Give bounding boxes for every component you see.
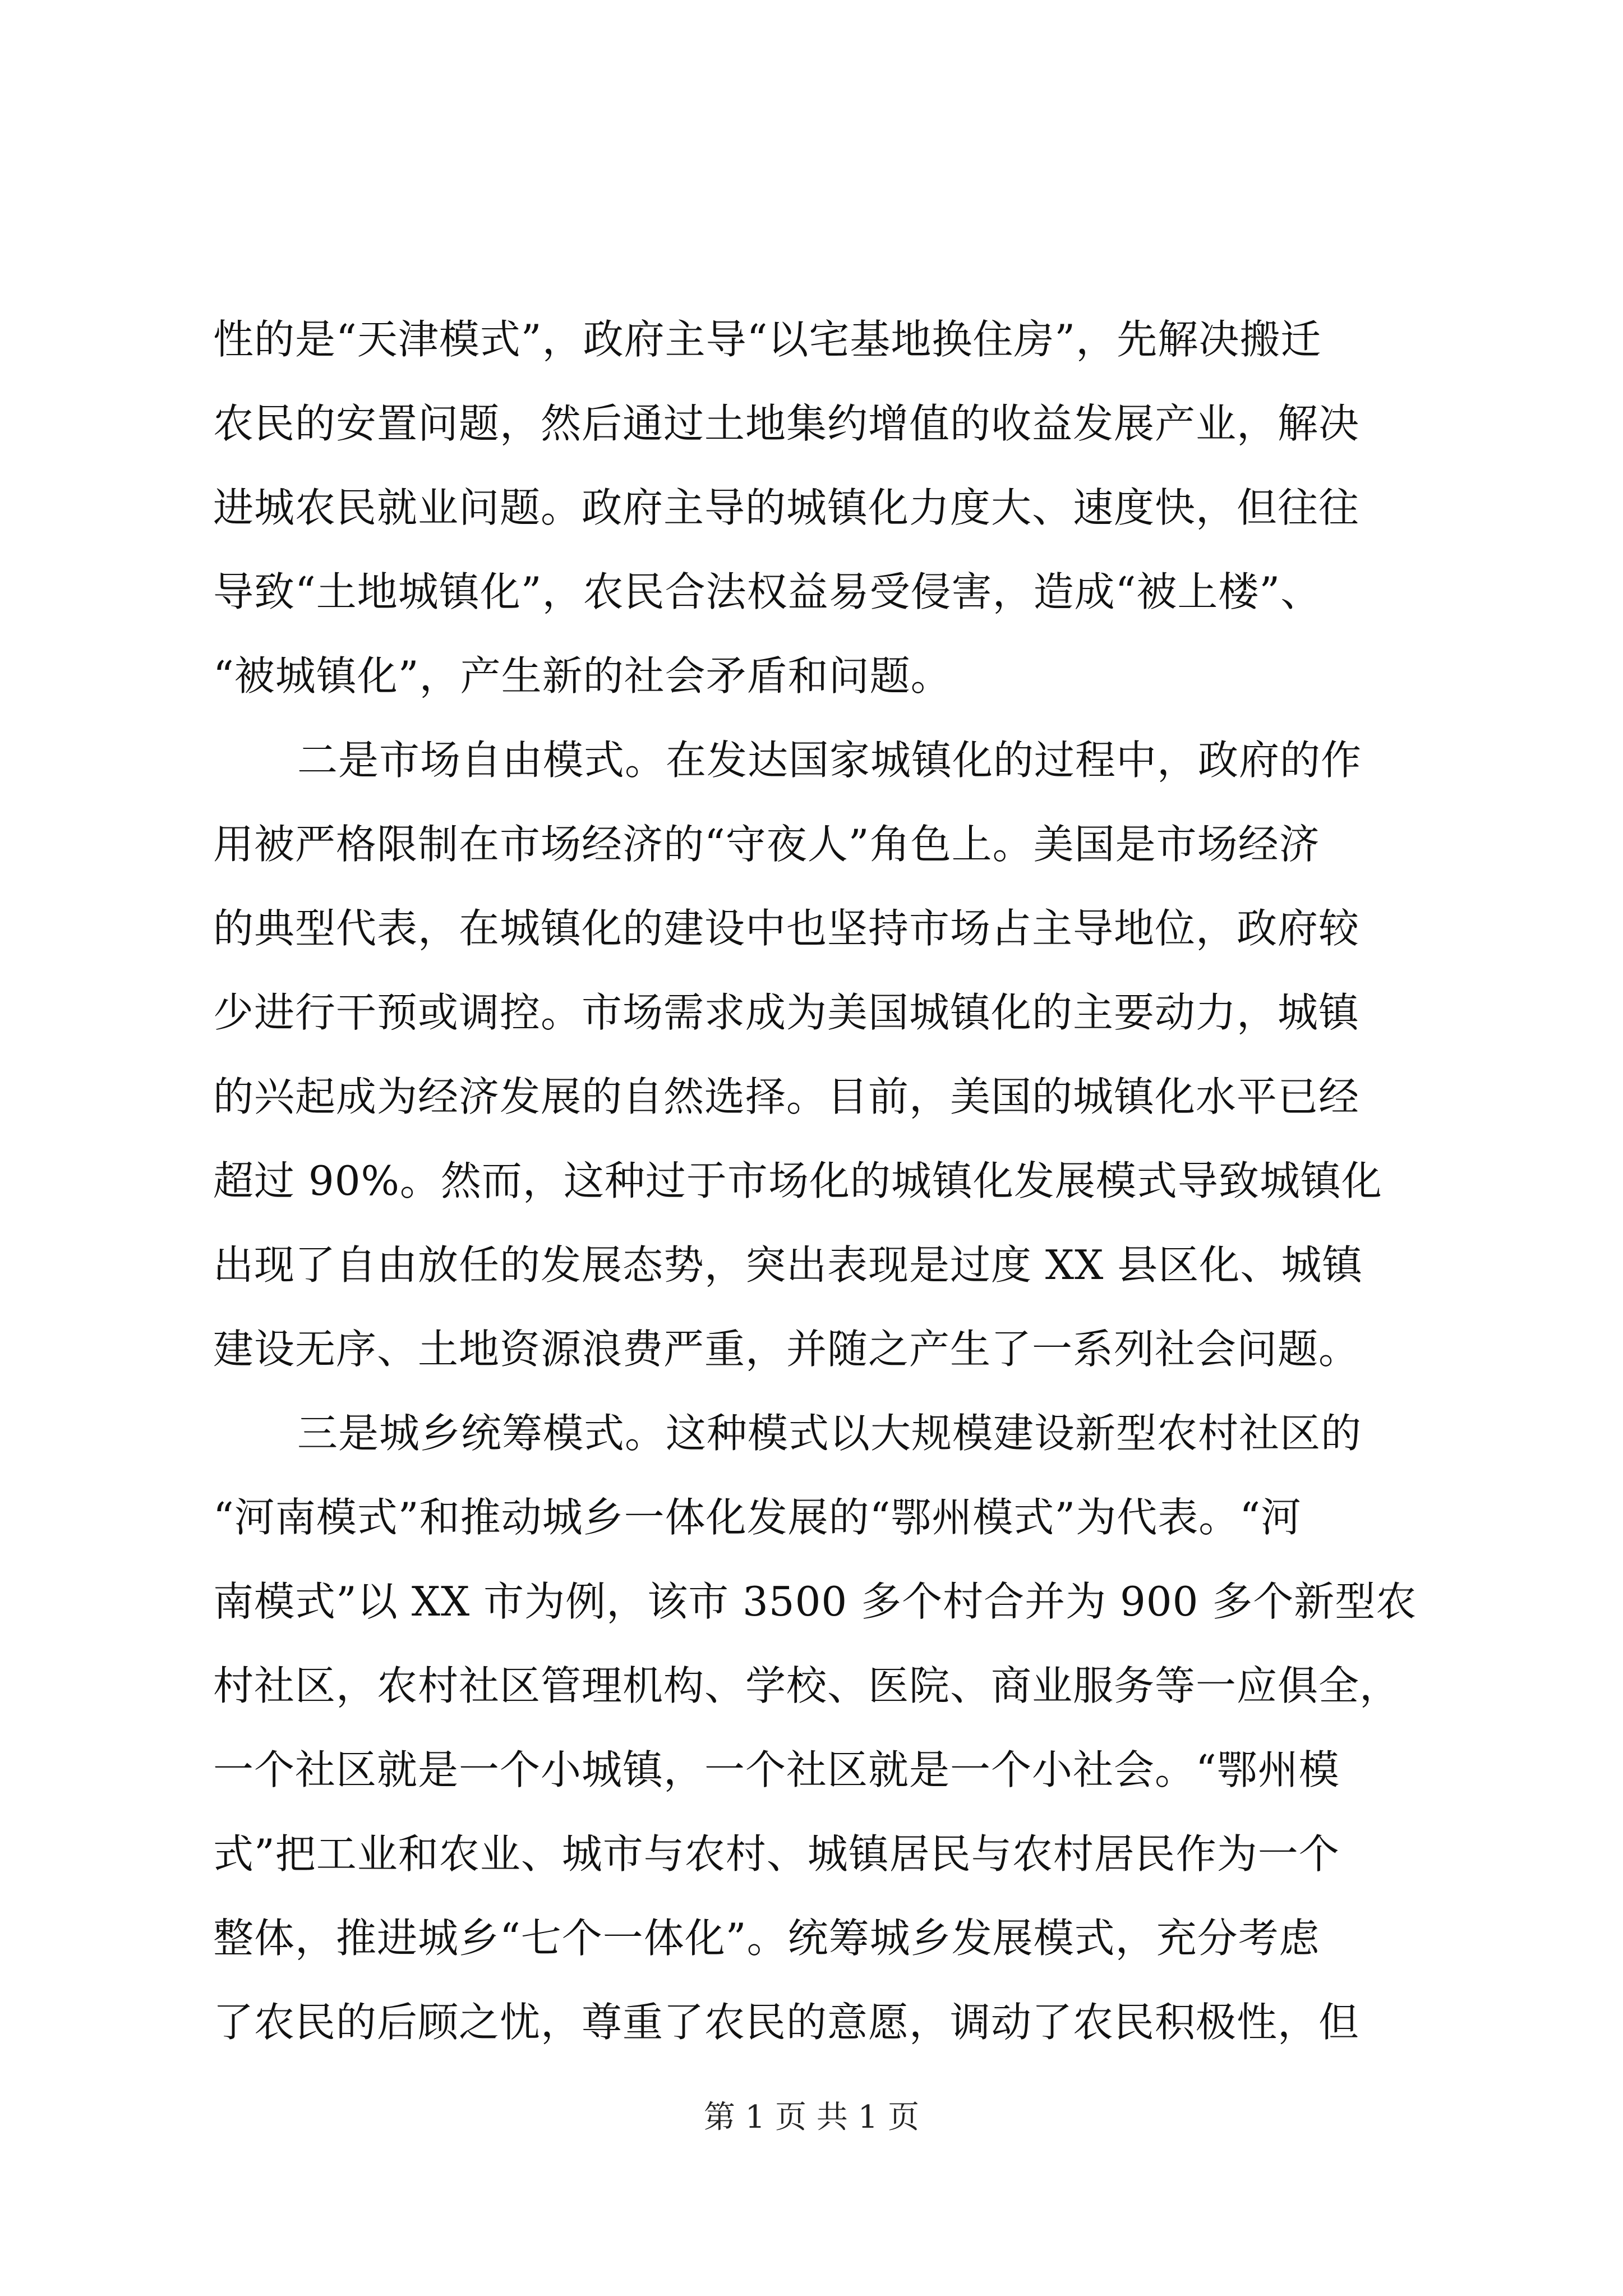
paragraph-first-line: 三是城乡统筹模式。这种模式以大规模建设新型农村社区的 xyxy=(297,1410,1362,1457)
text-line: 的兴起成为经济发展的自然选择。目前，美国的城镇化水平已经 xyxy=(213,1073,1360,1120)
text-line: 了农民的后顾之忧，尊重了农民的意愿，调动了农民积极性，但 xyxy=(213,1999,1360,2046)
text-line: 村社区，农村社区管理机构、学校、医院、商业服务等一应俱全， xyxy=(213,1662,1401,1709)
text-line: 进城农民就业问题。政府主导的城镇化力度大、速度快，但往往 xyxy=(213,484,1360,531)
text-line: 用被严格限制在市场经济的“守夜人”角色上。美国是市场经济 xyxy=(213,821,1320,868)
text-line: 南模式”以 XX 市为例，该市 3500 多个村合并为 900 多个新型农 xyxy=(213,1578,1417,1625)
text-line: 整体，推进城乡“七个一体化”。统筹城乡发展模式，充分考虑 xyxy=(213,1915,1320,1962)
text-line: “河南模式”和推动城乡一体化发展的“鄂州模式”为代表。“河 xyxy=(213,1494,1302,1541)
text-line: 导致“土地城镇化”，农民合法权益易受侵害，造成“被上楼”、 xyxy=(213,568,1322,615)
text-line: 式”把工业和农业、城市与农村、城镇居民与农村居民作为一个 xyxy=(213,1830,1340,1878)
text-line: 农民的安置问题，然后通过土地集约增值的收益发展产业，解决 xyxy=(213,400,1360,447)
page-footer: 第 1 页 共 1 页 xyxy=(703,2099,920,2136)
body-text xyxy=(213,297,1419,2064)
text-line: 超过 90%。然而，这种过于市场化的城镇化发展模式导致城镇化 xyxy=(213,1157,1382,1204)
text-line: 的典型代表，在城镇化的建设中也坚持市场占主导地位，政府较 xyxy=(213,905,1360,952)
paragraph-first-line: 二是市场自由模式。在发达国家城镇化的过程中，政府的作 xyxy=(297,737,1362,784)
text-line: 性的是“天津模式”，政府主导“以宅基地换住房”，先解决搬迁 xyxy=(213,316,1322,363)
text-line: 出现了自由放任的发展态势，突出表现是过度 XX 县区化、城镇 xyxy=(213,1241,1363,1289)
text-line: 少进行干预或调控。市场需求成为美国城镇化的主要动力，城镇 xyxy=(213,989,1360,1036)
text-line: 建设无序、土地资源浪费严重，并随之产生了一系列社会问题。 xyxy=(213,1326,1360,1373)
text-line: 一个社区就是一个小城镇，一个社区就是一个小社会。“鄂州模 xyxy=(213,1746,1340,1793)
text-line: “被城镇化”，产生新的社会矛盾和问题。 xyxy=(213,652,952,700)
